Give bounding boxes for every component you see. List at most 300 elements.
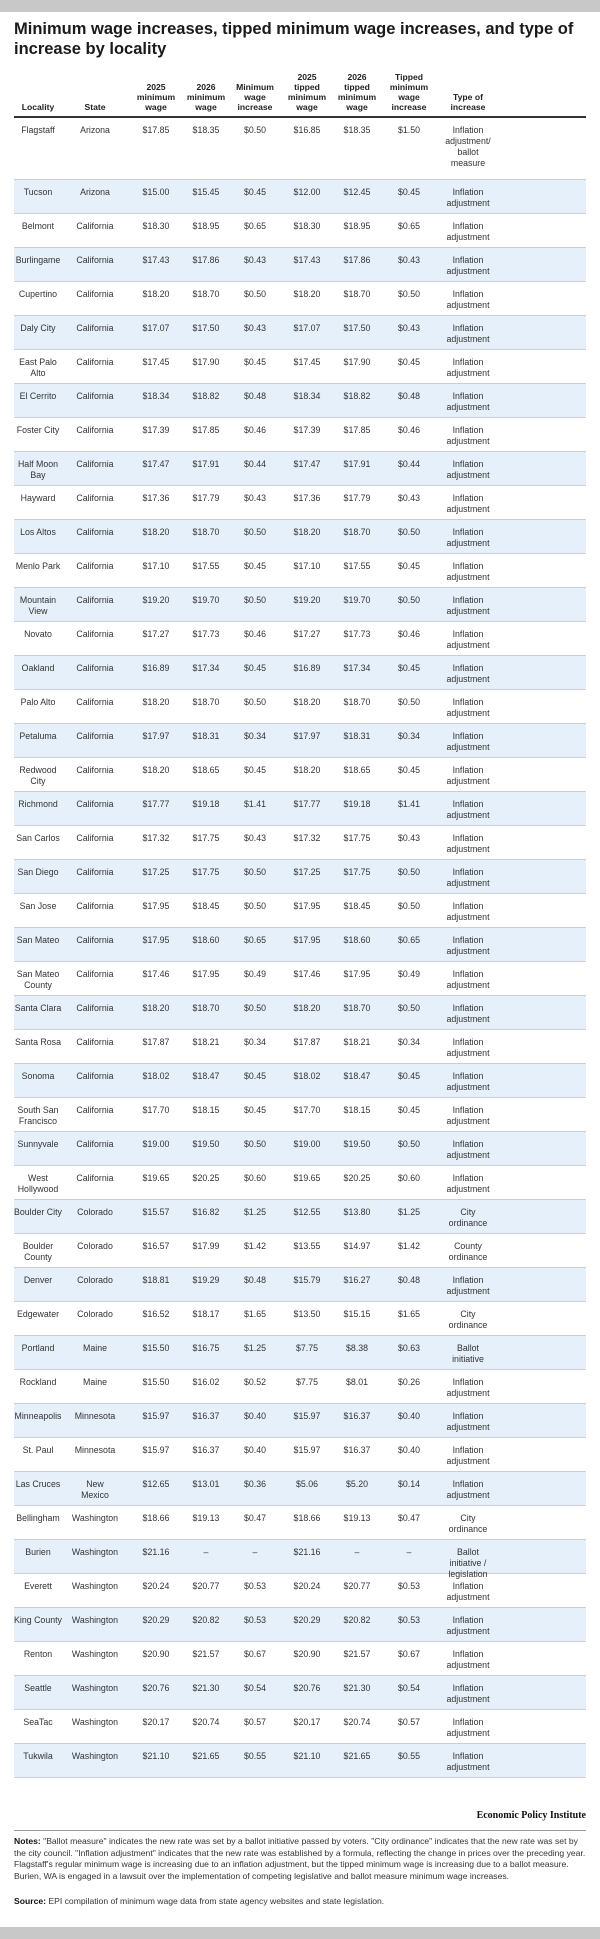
table-cell: San Carlos [16, 833, 60, 843]
table-row [14, 1744, 586, 1778]
table-cell: Washington [71, 1513, 119, 1523]
table-cell: Washington [71, 1683, 119, 1693]
table-cell: $20.76 [293, 1683, 321, 1693]
table-cell: Colorado [77, 1275, 113, 1285]
table-cell: Maine [83, 1377, 107, 1387]
table-cell: $18.70 [192, 527, 220, 537]
table-cell: $18.02 [293, 1071, 321, 1081]
table-cell: $21.30 [192, 1683, 220, 1693]
table-cell: $18.15 [192, 1105, 220, 1115]
table-cell: San Diego [17, 867, 59, 877]
table-cell: $17.99 [192, 1241, 220, 1251]
table-cell: $1.25 [243, 1343, 266, 1353]
table-cell: California [76, 1037, 114, 1047]
table-cell: $0.47 [397, 1513, 420, 1523]
table-cell: Ballot initiative [452, 1343, 484, 1364]
table-cell: $0.57 [243, 1717, 266, 1727]
table-cell: Inflation adjustment [446, 1581, 490, 1602]
table-cell: County ordinance [448, 1241, 488, 1262]
table-cell: California [76, 1173, 114, 1183]
table-cell: California [76, 425, 114, 435]
table-cell: $0.52 [243, 1377, 266, 1387]
table-cell: $19.65 [293, 1173, 321, 1183]
source-label: Source: [14, 1896, 46, 1906]
table-row [14, 1404, 586, 1438]
table-cell: Half Moon Bay [17, 459, 59, 480]
table-cell: $20.25 [343, 1173, 371, 1183]
table-cell: California [76, 323, 114, 333]
table-cell: $19.00 [142, 1139, 170, 1149]
table-cell: Cupertino [18, 289, 58, 299]
table-cell: Ballot initiative / legislation [448, 1547, 488, 1579]
table-cell: $15.15 [343, 1309, 371, 1319]
table-cell: $1.25 [397, 1207, 420, 1217]
table-row [14, 1540, 586, 1579]
table-cell: $17.46 [142, 969, 170, 979]
table-cell: $0.55 [397, 1751, 420, 1761]
table-cell: $19.00 [293, 1139, 321, 1149]
table-cell: $18.70 [192, 697, 220, 707]
table-cell: $18.95 [343, 221, 371, 231]
table-row [14, 928, 586, 962]
table-cell: $17.25 [142, 867, 170, 877]
table-cell: $18.82 [192, 391, 220, 401]
table-cell: $17.70 [293, 1105, 321, 1115]
table-cell: California [76, 221, 114, 231]
table-cell: $15.57 [142, 1207, 170, 1217]
table-cell: Renton [23, 1649, 53, 1659]
table-cell: $19.13 [343, 1513, 371, 1523]
table-cell: $18.20 [293, 289, 321, 299]
table-cell: Boulder City [14, 1207, 62, 1217]
table-cell: $0.50 [397, 527, 420, 537]
table-cell: $0.49 [243, 969, 266, 979]
table-cell: $18.20 [293, 697, 321, 707]
table-row [14, 1676, 586, 1710]
table-cell: $18.45 [192, 901, 220, 911]
table-cell: Washington [71, 1547, 119, 1557]
table-cell: Inflation adjustment [446, 697, 490, 718]
table-cell: $20.90 [142, 1649, 170, 1659]
table-cell: $16.85 [293, 125, 321, 135]
table-cell: $0.50 [243, 595, 266, 605]
table-cell: $18.65 [192, 765, 220, 775]
table-cell: – [203, 1547, 209, 1557]
table-row [14, 758, 586, 792]
table-cell: $15.50 [142, 1377, 170, 1387]
table-cell: $12.65 [142, 1479, 170, 1489]
table-cell: City ordinance [448, 1309, 488, 1330]
table-cell: $0.45 [243, 663, 266, 673]
table-cell: Inflation adjustment [446, 289, 490, 310]
table-cell: $18.65 [343, 765, 371, 775]
table-row [14, 1132, 586, 1166]
table-row [14, 1268, 586, 1302]
table-cell: $0.65 [397, 221, 420, 231]
table-cell: $0.43 [397, 323, 420, 333]
table-row [14, 1302, 586, 1336]
table-cell: $0.60 [243, 1173, 266, 1183]
table-cell: $21.16 [142, 1547, 170, 1557]
table-cell: Arizona [80, 125, 110, 135]
table-cell: $5.20 [345, 1479, 368, 1489]
table-cell: Minnesota [74, 1445, 116, 1455]
table-row [14, 1336, 586, 1370]
table-cell: Minneapolis [14, 1411, 62, 1421]
table-cell: California [76, 595, 114, 605]
table-cell: Inflation adjustment [446, 493, 490, 514]
table-cell: California [76, 663, 114, 673]
table-cell: $16.37 [192, 1411, 220, 1421]
table-cell: $1.41 [243, 799, 266, 809]
table-row [14, 1370, 586, 1404]
table-row [14, 1064, 586, 1098]
table-row [14, 118, 586, 180]
table-row [14, 826, 586, 860]
table-cell: Portland [21, 1343, 55, 1353]
table-cell: $0.45 [243, 357, 266, 367]
table-body [14, 118, 586, 1778]
table-cell: $0.54 [397, 1683, 420, 1693]
table-cell: $0.54 [243, 1683, 266, 1693]
table-cell: $19.65 [142, 1173, 170, 1183]
table-cell: $0.50 [243, 1139, 266, 1149]
table-cell: San Jose [19, 901, 57, 911]
table-cell: Inflation adjustment [446, 629, 490, 650]
table-cell: $20.77 [192, 1581, 220, 1591]
table-cell: Washington [71, 1649, 119, 1659]
table-cell: Los Altos [20, 527, 56, 537]
table-cell: $7.75 [295, 1343, 318, 1353]
table-cell: Inflation adjustment [446, 1003, 490, 1024]
table-cell: West Hollywood [17, 1173, 59, 1194]
table-cell: $17.07 [142, 323, 170, 333]
table-cell: $16.27 [343, 1275, 371, 1285]
table-row [14, 520, 586, 554]
table-cell: $0.49 [397, 969, 420, 979]
table-cell: $17.95 [293, 901, 321, 911]
table-cell: California [76, 1139, 114, 1149]
table-cell: $18.20 [293, 527, 321, 537]
table-cell: $0.50 [243, 289, 266, 299]
table-row [14, 316, 586, 350]
table-cell: $18.34 [293, 391, 321, 401]
table-cell: Santa Rosa [15, 1037, 61, 1047]
table-cell: $0.43 [243, 255, 266, 265]
table-cell: $18.70 [192, 289, 220, 299]
table-cell: $21.10 [142, 1751, 170, 1761]
table-cell: Colorado [77, 1309, 113, 1319]
table-cell: $17.25 [293, 867, 321, 877]
table-cell: Petaluma [19, 731, 57, 741]
table-cell: $17.55 [192, 561, 220, 571]
table-cell: $17.87 [293, 1037, 321, 1047]
table-cell: $20.77 [343, 1581, 371, 1591]
table-cell: $17.46 [293, 969, 321, 979]
table-cell: $0.40 [243, 1445, 266, 1455]
table-cell: $18.20 [142, 527, 170, 537]
table-cell: $0.60 [397, 1173, 420, 1183]
table-cell: $21.57 [343, 1649, 371, 1659]
table-row [14, 1438, 586, 1472]
table-cell: Sonoma [21, 1071, 55, 1081]
table-row [14, 554, 586, 588]
table-header [14, 68, 586, 118]
table-cell: $0.45 [397, 1071, 420, 1081]
table-cell: $0.45 [397, 357, 420, 367]
table-cell: Inflation adjustment [446, 459, 490, 480]
table-cell: King County [14, 1615, 62, 1625]
table-cell: $17.91 [192, 459, 220, 469]
epi-logo: Economic Policy Institute [476, 1810, 586, 1821]
table-cell: $17.43 [142, 255, 170, 265]
table-cell: $0.45 [397, 663, 420, 673]
table-cell: $0.26 [397, 1377, 420, 1387]
table-cell: $20.17 [293, 1717, 321, 1727]
table-cell: California [76, 901, 114, 911]
table-cell: Daly City [20, 323, 56, 333]
table-cell: $18.70 [343, 697, 371, 707]
table-cell: Colorado [77, 1207, 113, 1217]
table-cell: $17.95 [343, 969, 371, 979]
table-cell: $17.87 [142, 1037, 170, 1047]
table-cell: $0.50 [243, 1003, 266, 1013]
table-cell: $19.18 [192, 799, 220, 809]
top-border-bar [0, 0, 600, 12]
table-cell: $17.90 [343, 357, 371, 367]
table-cell: $0.44 [397, 459, 420, 469]
table-cell: $17.95 [192, 969, 220, 979]
table-cell: $18.70 [343, 527, 371, 537]
table-cell: $0.45 [397, 1105, 420, 1115]
table-cell: $16.37 [343, 1445, 371, 1455]
table-cell: $0.36 [243, 1479, 266, 1489]
table-cell: Inflation adjustment [446, 595, 490, 616]
table-row [14, 996, 586, 1030]
table-cell: California [76, 391, 114, 401]
table-row [14, 248, 586, 282]
table-cell: Burien [25, 1547, 51, 1557]
table-cell: $19.20 [293, 595, 321, 605]
table-cell: $17.75 [343, 833, 371, 843]
table-cell: San Mateo [16, 935, 60, 945]
table-row [14, 180, 586, 214]
table-cell: California [76, 697, 114, 707]
table-cell: $17.73 [192, 629, 220, 639]
table-cell: $16.37 [343, 1411, 371, 1421]
table-cell: $0.45 [397, 561, 420, 571]
table-row [14, 1608, 586, 1642]
table-cell: Inflation adjustment [446, 1173, 490, 1194]
table-cell: $17.27 [142, 629, 170, 639]
table-cell: Inflation adjustment [446, 357, 490, 378]
table-cell: $19.70 [343, 595, 371, 605]
column-header: 2025 minimum wage [136, 82, 176, 112]
table-cell: $17.47 [142, 459, 170, 469]
table-cell: $17.45 [293, 357, 321, 367]
table-cell: Mountain View [19, 595, 57, 616]
column-header: Locality [21, 102, 55, 112]
table-cell: $0.53 [243, 1581, 266, 1591]
table-cell: California [76, 459, 114, 469]
table-cell: $0.44 [243, 459, 266, 469]
table-cell: $17.85 [192, 425, 220, 435]
table-cell: $18.60 [192, 935, 220, 945]
table-row [14, 622, 586, 656]
table-cell: $0.45 [397, 187, 420, 197]
table-cell: Inflation adjustment [446, 1445, 490, 1466]
table-cell: Inflation adjustment [446, 1105, 490, 1126]
table-cell: $13.50 [293, 1309, 321, 1319]
table-cell: $17.85 [142, 125, 170, 135]
table-cell: Palo Alto [20, 697, 56, 707]
table-cell: Inflation adjustment [446, 901, 490, 922]
table-cell: California [76, 833, 114, 843]
table-cell: $18.45 [343, 901, 371, 911]
table-cell: $0.34 [243, 1037, 266, 1047]
table-cell: $20.29 [142, 1615, 170, 1625]
table-cell: $0.53 [243, 1615, 266, 1625]
table-cell: Edgewater [16, 1309, 60, 1319]
table-cell: $18.70 [343, 1003, 371, 1013]
table-cell: $1.25 [243, 1207, 266, 1217]
table-cell: $17.75 [343, 867, 371, 877]
table-cell: $17.95 [293, 935, 321, 945]
table-cell: $17.50 [343, 323, 371, 333]
table-cell: Inflation adjustment [446, 527, 490, 548]
table-cell: $17.34 [192, 663, 220, 673]
table-row [14, 1200, 586, 1234]
table-cell: Belmont [21, 221, 55, 231]
table-cell: California [76, 731, 114, 741]
table-row [14, 1472, 586, 1506]
table-cell: Inflation adjustment [446, 1751, 490, 1772]
table-cell: California [76, 765, 114, 775]
table-cell: Inflation adjustment [446, 391, 490, 412]
table-cell: $13.55 [293, 1241, 321, 1251]
table-cell: $0.40 [243, 1411, 266, 1421]
table-row [14, 1506, 586, 1540]
table-cell: $17.50 [192, 323, 220, 333]
table-cell: $18.70 [192, 1003, 220, 1013]
table-cell: Inflation adjustment [446, 187, 490, 208]
table-cell: Inflation adjustment [446, 1683, 490, 1704]
table-cell: $1.65 [243, 1309, 266, 1319]
table-cell: $0.50 [397, 867, 420, 877]
table-cell: $16.02 [192, 1377, 220, 1387]
table-cell: $19.29 [192, 1275, 220, 1285]
table-cell: $16.75 [192, 1343, 220, 1353]
table-cell: $18.20 [293, 1003, 321, 1013]
table-cell: Inflation adjustment [446, 425, 490, 446]
table-cell: $0.43 [397, 255, 420, 265]
table-row [14, 656, 586, 690]
table-cell: $18.70 [343, 289, 371, 299]
table-cell: $0.57 [397, 1717, 420, 1727]
table-cell: $17.79 [343, 493, 371, 503]
table-cell: $0.50 [397, 595, 420, 605]
table-cell: California [76, 935, 114, 945]
table-cell: $0.65 [397, 935, 420, 945]
table-cell: $0.53 [397, 1615, 420, 1625]
table-cell: $20.82 [192, 1615, 220, 1625]
table-cell: $17.45 [142, 357, 170, 367]
table-cell: $20.90 [293, 1649, 321, 1659]
table-cell: Maine [83, 1343, 107, 1353]
table-row [14, 1030, 586, 1064]
table-cell: $17.10 [293, 561, 321, 571]
table-cell: $18.60 [343, 935, 371, 945]
table-cell: $21.65 [192, 1751, 220, 1761]
table-cell: Inflation adjustment [446, 1649, 490, 1670]
table-cell: $5.06 [295, 1479, 318, 1489]
table-cell: $20.74 [192, 1717, 220, 1727]
table-row [14, 1234, 586, 1268]
table-cell: $21.10 [293, 1751, 321, 1761]
table-cell: Inflation adjustment [446, 1717, 490, 1738]
table-cell: $21.57 [192, 1649, 220, 1659]
table-cell: Inflation adjustment [446, 1071, 490, 1092]
table-cell: Inflation adjustment [446, 561, 490, 582]
table-cell: $0.45 [397, 765, 420, 775]
table-cell: $7.75 [295, 1377, 318, 1387]
table-cell: Inflation adjustment [446, 765, 490, 786]
table-cell: $0.46 [243, 425, 266, 435]
table-cell: $0.48 [243, 1275, 266, 1285]
table-cell: $0.46 [397, 425, 420, 435]
table-cell: $18.20 [142, 1003, 170, 1013]
table-cell: Seattle [24, 1683, 52, 1693]
table-cell: $15.50 [142, 1343, 170, 1353]
table-cell: $0.48 [243, 391, 266, 401]
table-row [14, 1098, 586, 1132]
table-cell: South San Francisco [17, 1105, 59, 1126]
table-cell: $0.50 [397, 901, 420, 911]
table-cell: Novato [24, 629, 52, 639]
table-cell: $0.48 [397, 391, 420, 401]
table-cell: $17.77 [293, 799, 321, 809]
table-row [14, 1642, 586, 1676]
table-cell: $17.79 [192, 493, 220, 503]
table-cell: $17.55 [343, 561, 371, 571]
table-cell: Inflation adjustment [446, 1479, 490, 1500]
table-cell: Foster City [16, 425, 60, 435]
table-cell: $17.75 [192, 833, 220, 843]
table-cell: – [252, 1547, 258, 1557]
table-cell: $19.13 [192, 1513, 220, 1523]
table-cell: California [76, 357, 114, 367]
table-cell: $20.24 [142, 1581, 170, 1591]
table-cell: City ordinance [448, 1513, 488, 1534]
table-cell: Inflation adjustment [446, 833, 490, 854]
table-row [14, 962, 586, 996]
page-title: Minimum wage increases, tipped minimum wage increases, and type of increase by locality [14, 20, 574, 58]
column-header: 2026 tipped minimum wage [337, 72, 377, 112]
table-cell: California [76, 1105, 114, 1115]
source [14, 1896, 586, 1907]
table-cell: $15.00 [142, 187, 170, 197]
table-cell: Everett [24, 1581, 52, 1591]
table-cell: $17.77 [142, 799, 170, 809]
table-cell: Colorado [77, 1241, 113, 1251]
table-cell: $18.21 [192, 1037, 220, 1047]
table-cell: Inflation adjustment [446, 663, 490, 684]
table-cell: $19.18 [343, 799, 371, 809]
table-cell: New Mexico [81, 1479, 109, 1500]
table-cell: $1.42 [397, 1241, 420, 1251]
table-cell: Flagstaff [21, 125, 55, 135]
table-cell: $0.67 [243, 1649, 266, 1659]
